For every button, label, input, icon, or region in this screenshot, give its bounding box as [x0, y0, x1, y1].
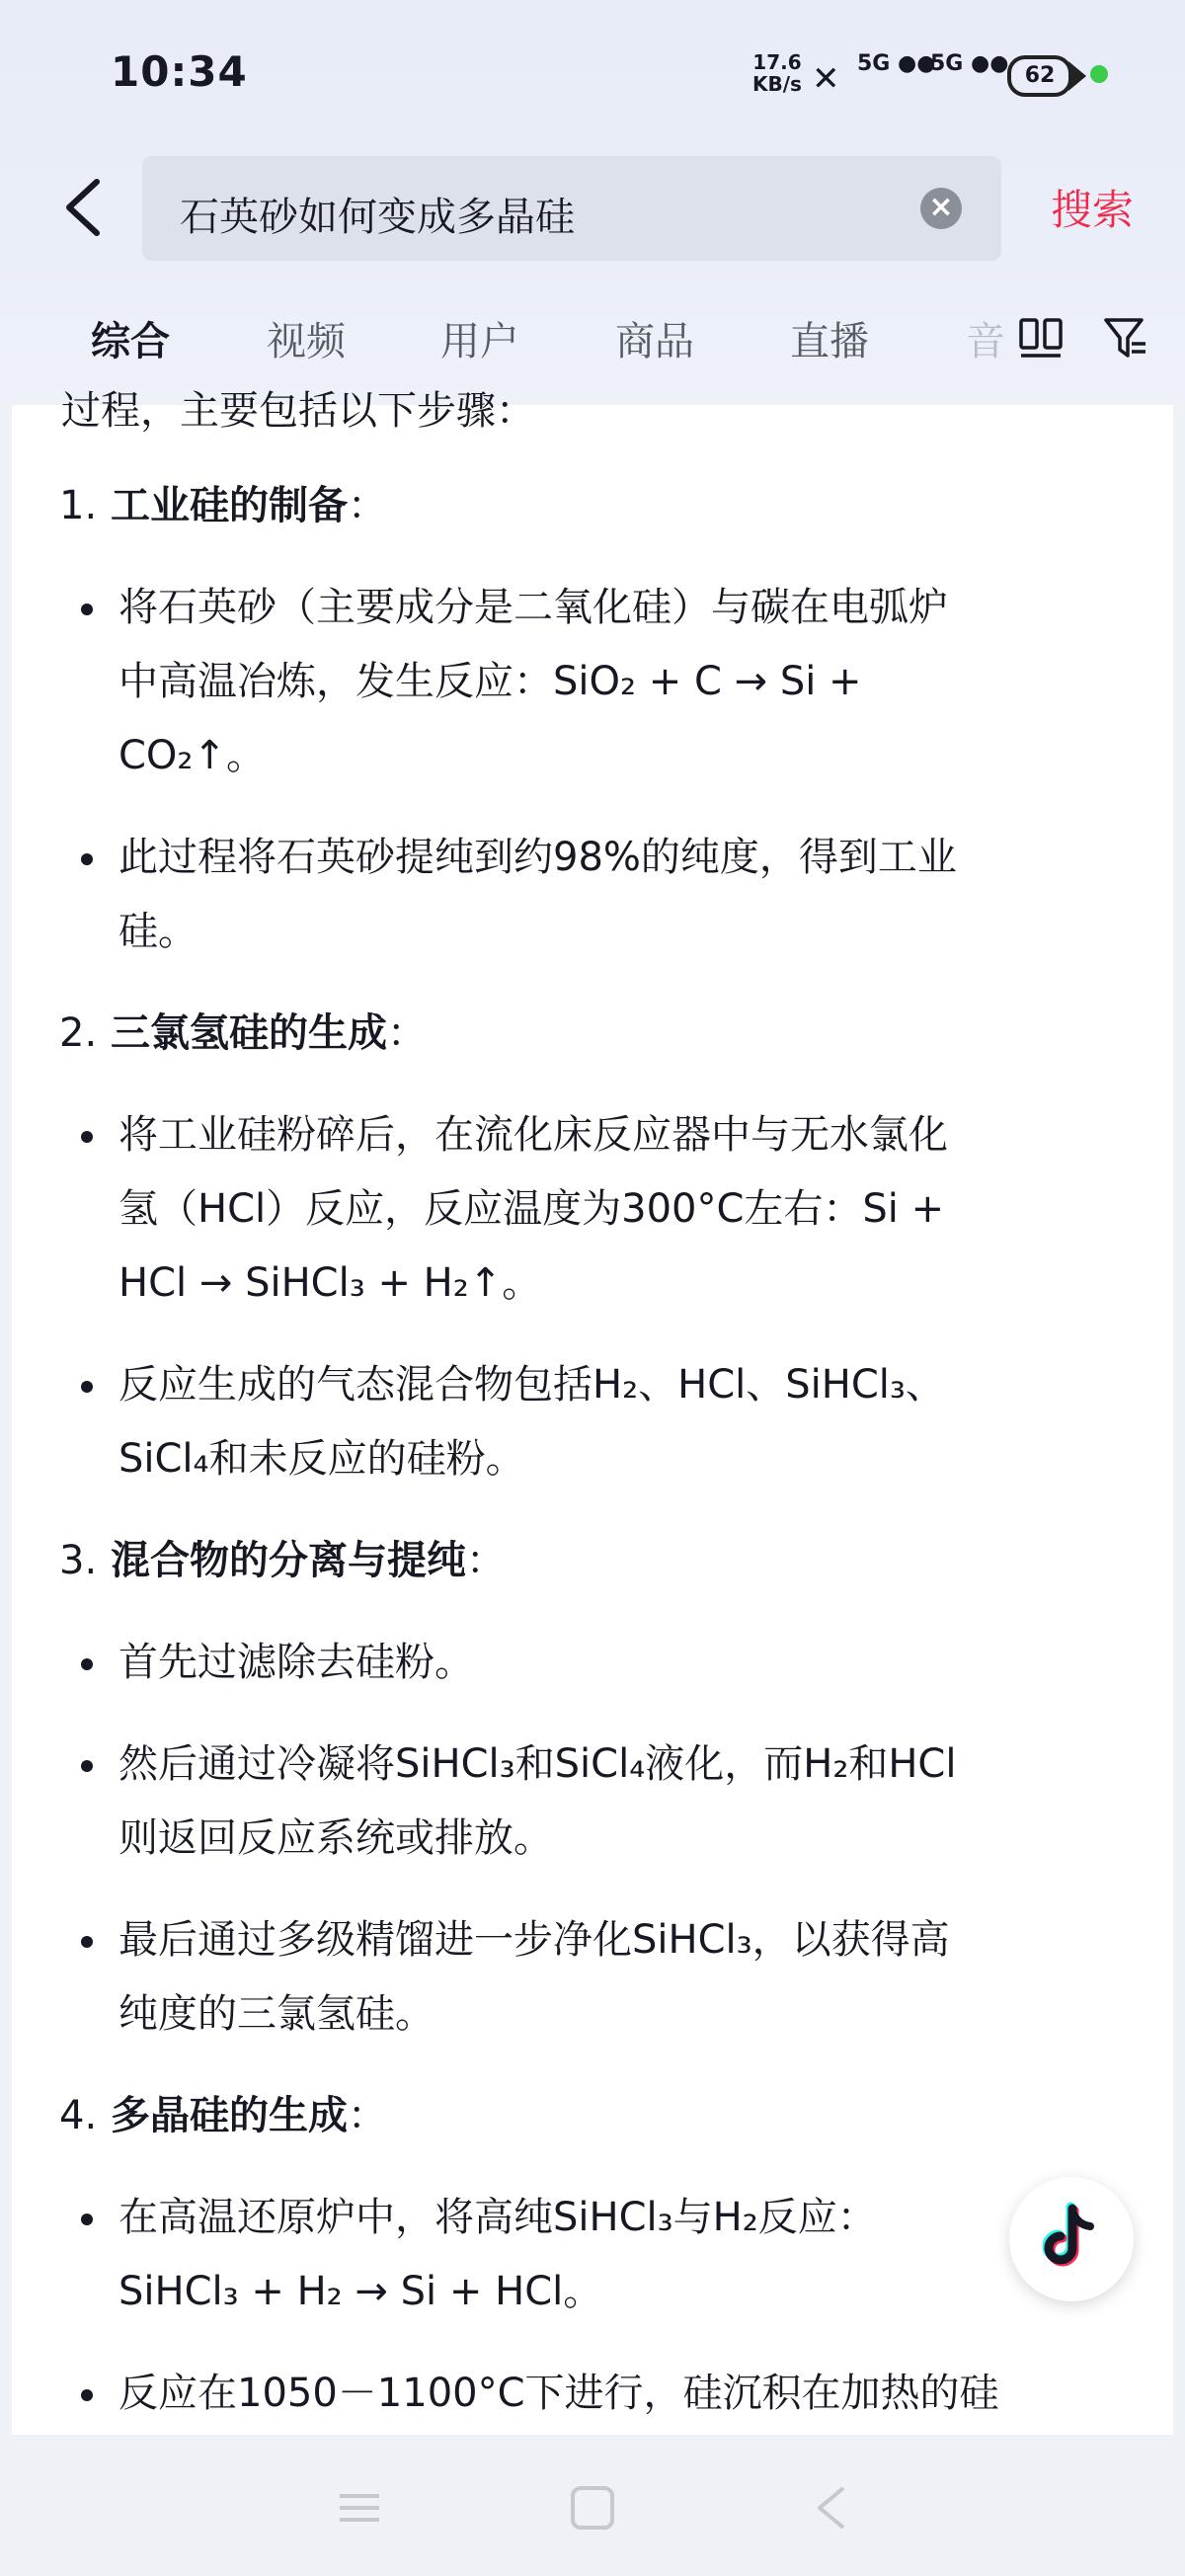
- bullet-line: 最后通过多级精馏进一步净化SiHCl₃，以获得高: [118, 1917, 950, 1963]
- tab-music[interactable]: 音: [966, 319, 1005, 364]
- search-row: [0, 148, 1185, 267]
- tab-video[interactable]: 视频: [267, 319, 346, 364]
- step-number: 4.: [59, 2093, 98, 2138]
- search-query: 石英砂如何变成多晶硅: [180, 195, 575, 240]
- step-colon: ：: [387, 1010, 427, 1056]
- grid-view-icon[interactable]: [1017, 314, 1065, 362]
- bullet-line: 首先过滤除去硅粉。: [118, 1640, 474, 1685]
- step-bullet: [111, 1728, 1128, 1876]
- step-colon: ：: [348, 483, 387, 528]
- bullet-line: 氢（HCl）反应，反应温度为300°C左右：Si +: [118, 1186, 945, 1232]
- status-dot: [1090, 65, 1108, 83]
- step-bullet: [111, 2181, 1128, 2329]
- bullet-line: 将石英砂（主要成分是二氧化硅）与碳在电弧炉: [118, 585, 948, 630]
- bullet-line: 反应生成的气态混合物包括H₂、HCl、SiHCl₃、: [118, 1362, 945, 1408]
- back-triangle-icon[interactable]: [808, 2484, 855, 2532]
- step-heading: [59, 1524, 506, 1598]
- step-title: 混合物的分离与提纯: [111, 1538, 466, 1583]
- search-button[interactable]: 搜索: [1051, 186, 1135, 234]
- step-number: 3.: [59, 1538, 98, 1583]
- chevron-left-icon[interactable]: [59, 178, 109, 237]
- step-heading: [59, 997, 427, 1071]
- step-colon: ：: [466, 1538, 506, 1583]
- bullet-line: 中高温冶炼，发生反应：SiO₂ + C → Si +: [118, 659, 862, 704]
- bullet-line: 将工业硅粉碎后，在流化床反应器中与无水氯化: [118, 1112, 948, 1158]
- step-title: 多晶硅的生成: [111, 2093, 348, 2138]
- category-tabs: [0, 296, 1185, 385]
- net-speed-unit: KB/s: [752, 72, 802, 96]
- net-speed-value: 17.6: [752, 50, 802, 74]
- bullet-line: 硅。: [118, 909, 198, 954]
- step-heading: [59, 2079, 387, 2153]
- tiktok-logo-icon[interactable]: [1009, 2177, 1134, 2301]
- system-nav-bar: [0, 2435, 1185, 2576]
- step-bullet: [111, 1098, 1128, 1321]
- bullet-line: 反应在1050－1100°C下进行，硅沉积在加热的硅: [118, 2371, 999, 2416]
- signal-label-2: 5G: [930, 51, 964, 76]
- bullet-line: 然后通过冷凝将SiHCl₃和SiCl₄液化，而H₂和HCl: [118, 1741, 957, 1787]
- filter-icon[interactable]: [1102, 314, 1149, 362]
- partial-line: 过程，主要包括以下步骤：: [61, 388, 535, 434]
- signal-label-1: 5G: [857, 51, 891, 76]
- bullet-line: SiHCl₃ + H₂ → Si + HCl。: [118, 2269, 603, 2314]
- battery-level: 62: [1024, 63, 1056, 88]
- battery-icon: [1007, 55, 1072, 97]
- tab-users[interactable]: 用户: [440, 319, 519, 364]
- signal-5g-2: 5G ●●: [930, 51, 1009, 76]
- tab-live[interactable]: 直播: [790, 319, 869, 364]
- status-bar: [0, 0, 1185, 148]
- step-number: 1.: [59, 483, 98, 528]
- step-number: 2.: [59, 1010, 98, 1056]
- step-bullet: [111, 571, 1128, 793]
- step-bullet: [111, 821, 1128, 969]
- step-bullet: [111, 1903, 1128, 2052]
- answer-content: [12, 388, 1173, 2435]
- square-icon[interactable]: [569, 2484, 616, 2532]
- status-time: 10:34: [111, 47, 248, 96]
- menu-icon[interactable]: [336, 2484, 383, 2532]
- mute-icon: ✕: [812, 59, 840, 99]
- step-title: 三氯氢硅的生成: [111, 1010, 387, 1056]
- tab-comprehensive[interactable]: 综合: [91, 319, 170, 364]
- step-title: 工业硅的制备: [111, 483, 348, 528]
- bullet-line: 则返回反应系统或排放。: [118, 1815, 553, 1861]
- step-heading: [59, 469, 387, 543]
- search-input[interactable]: [142, 156, 1001, 261]
- bullet-line: 纯度的三氯氢硅。: [118, 1991, 434, 2037]
- bullet-line: HCl → SiHCl₃ + H₂↑。: [118, 1260, 542, 1306]
- bullet-line: 此过程将石英砂提纯到约98%的纯度，得到工业: [118, 835, 957, 880]
- bullet-line: 在高温还原炉中，将高纯SiHCl₃与H₂反应：: [118, 2195, 877, 2240]
- net-speed: [752, 51, 802, 95]
- bullet-line: SiCl₄和未反应的硅粉。: [118, 1436, 525, 1482]
- tab-products[interactable]: 商品: [615, 319, 694, 364]
- step-bullet: [111, 1348, 1128, 1496]
- close-circle-icon[interactable]: ×: [920, 188, 962, 229]
- signal-5g-1: 5G ●●: [857, 51, 936, 76]
- step-colon: ：: [348, 2093, 387, 2138]
- bullet-line: CO₂↑。: [118, 733, 266, 778]
- step-bullet: [111, 1626, 1128, 1700]
